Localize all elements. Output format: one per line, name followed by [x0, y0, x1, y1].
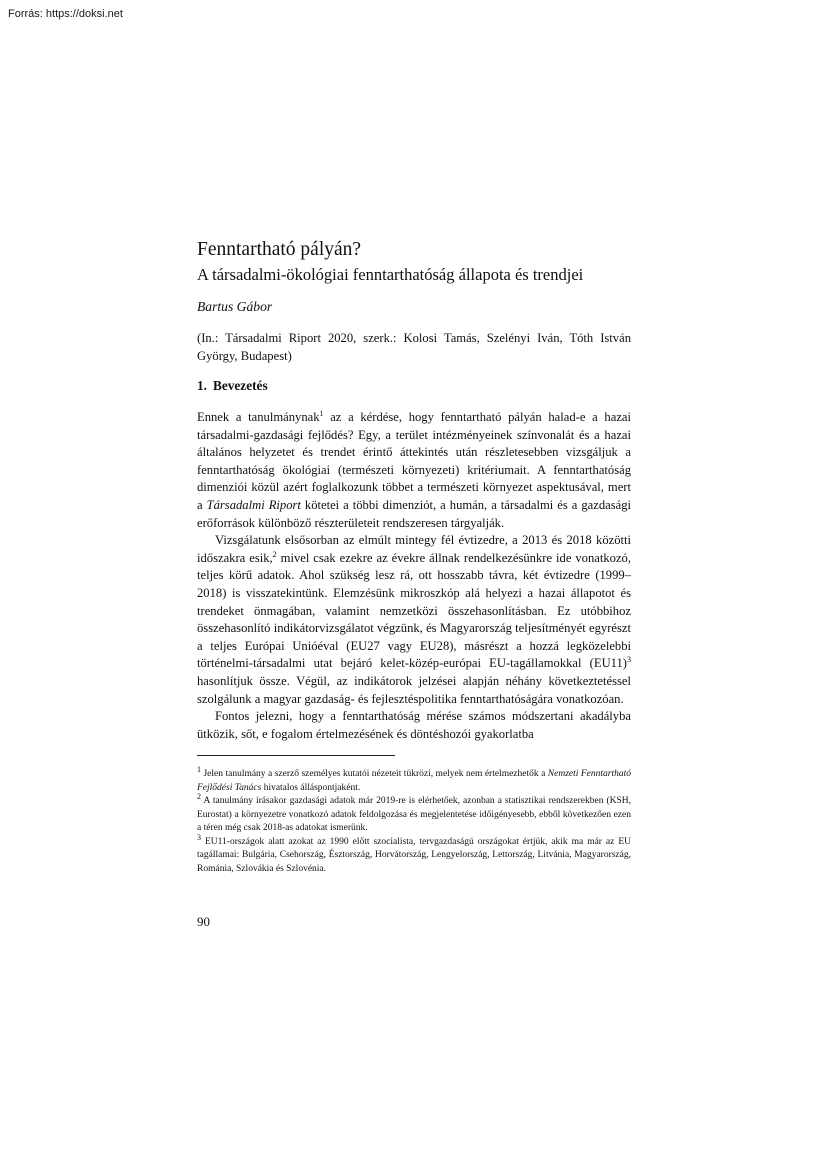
footnote-divider: [197, 755, 395, 756]
section-number: 1.: [197, 378, 207, 393]
document-page: [197, 238, 631, 930]
footnote-ref-1: 1: [319, 408, 324, 418]
paragraph-1: [197, 409, 631, 532]
document-subtitle: A társadalmi-ökológiai fenntarthatóság állapota és trendjei: [197, 265, 584, 284]
author-name: Bartus Gábor: [197, 299, 273, 314]
body-text: [197, 409, 631, 743]
paragraph-1-part-b: az a kérdése, hogy fenntartható pályán halad-e a hazai társadalmi-gazdasági fejlődés? Egy, a terület intézményeinek színvonalát és a hazai általános helyzetet és trendet érintő áttekintés után részletesebben vizsgáljuk a fenntarthatóság ökológiai (természeti környezeti) kritériumait. A fenntarthatóság dimenziói közül azért foglalkozunk többet a természeti környezet aspektusával, mert a: [197, 410, 631, 512]
footnote-3-text: EU11-országok alatt azokat az 1990 előtt szocialista, tervgazdaságú országokat értjük, akik ma már az EU tagállamai: Bulgária, Csehország, Észtország, Horvátország, Lengyelország, Lettország, Litvánia, Magyarország, Románia, Szlovákia és Szlovénia.: [197, 836, 631, 874]
footnote-ref-2: 2: [272, 549, 277, 559]
paragraph-2-part-a: Vizsgálatunk elsősorban az elmúlt mintegy fél évtizedre, a 2013 és 2018 közötti időszakra esik,: [197, 533, 631, 565]
document-title: Fenntartható pályán?: [197, 239, 362, 260]
paragraph-3: Fontos jelezni, hogy a fenntarthatóság mérése számos módszertani akadályba ütközik, sőt, e fogalom értelmezésének és döntéshozói gyakorlatba: [197, 709, 631, 741]
footnote-1-part-a: Jelen tanulmány a szerző személyes kutatói nézeteit tükrözi, melyek nem értelmezhetők a: [201, 769, 548, 780]
footnote-3-number: 3: [197, 832, 201, 842]
footnote-1-emphasis: Nemzeti Fenntartható Fejlődési Tanács: [197, 769, 631, 793]
footnote-2-number: 2: [197, 792, 201, 802]
footnote-1-number: 1: [197, 765, 201, 775]
paragraph-2: [197, 532, 631, 708]
citation: (In.: Társadalmi Riport 2020, szerk.: Kolosi Tamás, Szelényi Iván, Tóth István György, Budapest): [197, 331, 631, 363]
footnotes: [197, 765, 631, 876]
section-heading: [197, 377, 631, 395]
paragraph-1-part-c: kötetei a többi dimenziót, a humán, a társadalmi és a gazdasági erőforrások különböző részterületeit rendszeresen tárgyalják.: [197, 497, 631, 530]
section-title: Bevezetés: [212, 378, 268, 393]
paragraph-2-part-c: hasonlítjuk össze. Végül, az indikátorok jelzései alapján néhány következtetéssel szolgálunk a magyar gazdaság- és fejlesztéspolitika fenntarthatóságára vonatkozóan.: [197, 673, 631, 706]
footnote-ref-3: 3: [627, 655, 631, 665]
footnote-1: [197, 765, 631, 795]
paragraph-1-part-a: Ennek a tanulmánynak: [197, 410, 320, 424]
page-number: 90: [197, 914, 210, 930]
footnote-2: [197, 792, 631, 836]
footnote-1-part-b: hivatalos álláspontjaként.: [261, 782, 361, 793]
paragraph-1-emphasis: Társadalmi Riport: [206, 497, 301, 512]
source-label: Forrás: https://doksi.net: [8, 8, 123, 20]
paragraph-2-part-b: mivel csak ezekre az évekre állnak rendelkezésünkre ide vonatkozó, teljes körű adatok. Ahol szükség lesz rá, ott hosszabb távra, két évtizedre (1999–2018) is visszatekintünk. Elemzésünk mikroszkóp alá helyezi a hazai állapotot és trendeket önmagában, valamint nemzetközi összehasonlításban. Ez utóbbihoz összehasonlító indikátorvizsgálatot végzünk, és Magyarország teljesítményét egyrészt a teljes Európai Unióéval (EU27 vagy EU28), másrészt a hozzá legközelebbi történelmi-társadalmi utat bejáró kelet-közép-európai EU-tagállamokkal (EU11): [197, 550, 631, 671]
footnote-2-text: A tanulmány írásakor gazdasági adatok már 2019-re is elérhetőek, azonban a statisztikai rendszerekben (KSH, Eurostat) a környezetre vonatkozó adatok feldolgozása és megjelentetése időigényesebb, ebből következően ezen a téren még csak 2018-as adatokat ismerünk.: [197, 796, 631, 834]
footnote-3: [197, 832, 631, 877]
